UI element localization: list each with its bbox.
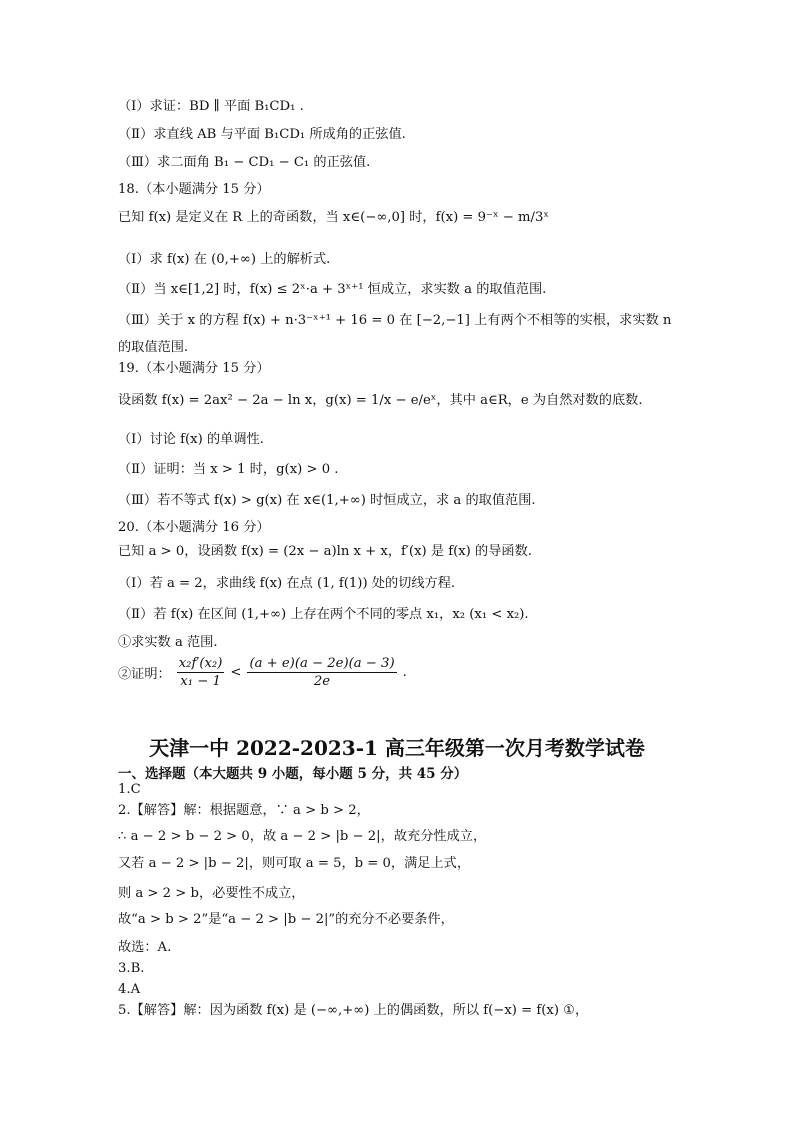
question-line-1: （Ⅱ）求直线 AB 与平面 B₁CD₁ 所成角的正弦值.: [118, 127, 406, 142]
question-line-8: 的取值范围.: [118, 340, 189, 355]
left-numerator: x₂f′(x₂): [178, 656, 223, 671]
answer-line-8: 4.A: [118, 982, 141, 997]
question-line-16: （Ⅰ）若 a = 2，求曲线 f(x) 在点 (1, f(1)) 处的切线方程.: [118, 576, 456, 591]
question-line-15: 已知 a > 0，设函数 f(x) = (2x − a)ln x + x，f′(x) 是 f(x) 的导函数.: [118, 544, 532, 559]
proof-prefix: ②证明：: [118, 667, 171, 682]
question-line-4: 已知 f(x) 是定义在 R 上的奇函数，当 x∈(−∞,0] 时，f(x) = 9⁻ˣ − m/3ˣ: [118, 210, 549, 225]
question-line-6: （Ⅱ）当 x∈[1,2] 时，f(x) ≤ 2ˣ·a + 3ˣ⁺¹ 恒成立，求实数 a 的取值范围.: [118, 282, 547, 297]
answer-line-2: ∴ a − 2 > b − 2 > 0，故 a − 2 > |b − 2|，故充分性成立，: [118, 829, 487, 844]
right-fraction: [247, 656, 396, 689]
question-line-12: （Ⅱ）证明：当 x > 1 时，g(x) > 0 .: [118, 462, 339, 477]
question-line-7: （Ⅲ）关于 x 的方程 f(x) + n·3⁻ˣ⁺¹ + 16 = 0 在 [−2,−1] 上有两个不相等的实根，求实数 n: [118, 313, 672, 328]
right-denominator: 2e: [313, 674, 331, 689]
left-denominator: x₁ − 1: [180, 674, 221, 689]
question-line-2: （Ⅲ）求二面角 B₁ − CD₁ − C₁ 的正弦值.: [118, 155, 371, 170]
question-line-5: （Ⅰ）求 f(x) 在 (0,+∞) 上的解析式.: [118, 252, 331, 267]
proof-statement: [118, 656, 407, 689]
answer-line-6: 故选：A.: [118, 940, 172, 955]
inequality-sign: <: [230, 665, 242, 680]
section-heading: 一、选择题（本大题共 9 小题，每小题 5 分，共 45 分）: [118, 766, 468, 782]
right-numerator: (a + e)(a − 2e)(a − 3): [249, 656, 395, 671]
question-line-14: 20.（本小题满分 16 分）: [118, 520, 270, 535]
proof-suffix: .: [402, 665, 407, 680]
answer-line-1: 2.【解答】解：根据题意，∵ a > b > 2，: [118, 803, 370, 818]
question-line-11: （Ⅰ）讨论 f(x) 的单调性.: [118, 432, 264, 447]
answer-line-5: 故“a > b > 2”是“a − 2 > |b − 2|”的充分不必要条件，: [118, 912, 454, 927]
question-line-17: （Ⅱ）若 f(x) 在区间 (1,+∞) 上存在两个不同的零点 x₁，x₂ (x₁ < x₂).: [118, 607, 529, 622]
question-line-3: 18.（本小题满分 15 分）: [118, 182, 270, 197]
answer-title: 天津一中 2022-2023-1 高三年级第一次月考数学试卷: [149, 736, 645, 760]
left-fraction: [177, 656, 225, 689]
answer-line-3: 又若 a − 2 > |b − 2|，则可取 a = 5，b = 0，满足上式，: [118, 856, 471, 871]
question-line-18: ①求实数 a 范围.: [118, 635, 218, 650]
answer-line-7: 3.B.: [118, 961, 145, 976]
answer-line-9: 5.【解答】解：因为函数 f(x) 是 (−∞,+∞) 上的偶函数，所以 f(−x) = f(x) ①，: [118, 1003, 589, 1018]
answer-line-0: 1.C: [118, 782, 141, 797]
question-line-0: （Ⅰ）求证：BD ∥ 平面 B₁CD₁ .: [118, 99, 304, 114]
question-line-9: 19.（本小题满分 15 分）: [118, 361, 270, 376]
answer-line-4: 则 a > 2 > b，必要性不成立，: [118, 886, 305, 901]
question-line-10: 设函数 f(x) = 2ax² − 2a − ln x，g(x) = 1/x − e/eˣ，其中 a∈R，e 为自然对数的底数.: [118, 393, 643, 408]
question-line-13: （Ⅲ）若不等式 f(x) > g(x) 在 x∈(1,+∞) 时恒成立，求 a 的取值范围.: [118, 493, 536, 508]
